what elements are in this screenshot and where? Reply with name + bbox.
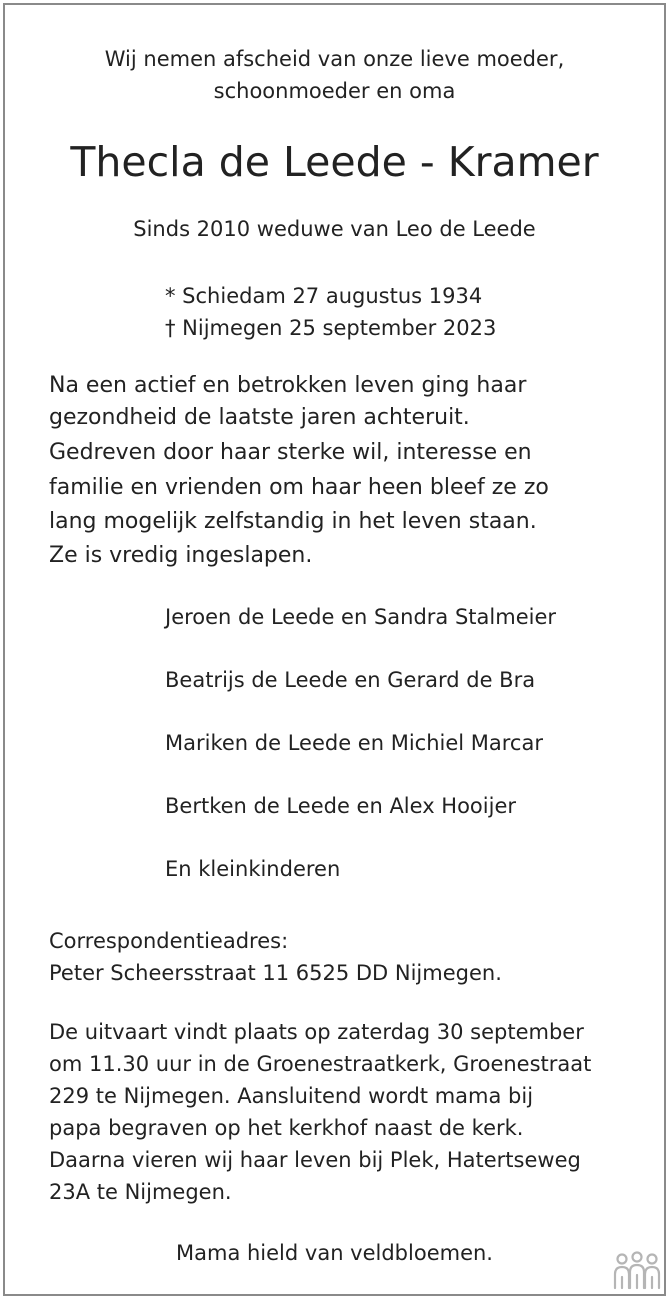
funeral-line: 23A te Nijmegen. xyxy=(49,1180,232,1204)
paragraph-line: Na een actief en betrokken leven ging haar xyxy=(49,373,527,398)
intro-line-2: schoonmoeder en oma xyxy=(213,79,456,103)
paragraph-line: lang mogelijk zelfstandig in het leven staan. xyxy=(49,509,537,534)
funeral-line: papa begraven op het kerkhof naast de kerk. xyxy=(49,1116,524,1140)
funeral-line: De uitvaart vindt plaats op zaterdag 30 september xyxy=(49,1020,584,1044)
paragraph-line: Gedreven door haar sterke wil, interesse en xyxy=(49,440,532,465)
family-member: Mariken de Leede en Michiel Marcar xyxy=(165,731,543,755)
paragraph-line: gezondheid de laatste jaren achteruit. xyxy=(49,405,470,430)
funeral-line: Daarna vieren wij haar leven bij Plek, Hatertseweg xyxy=(49,1148,581,1172)
family-people-icon xyxy=(612,1250,662,1292)
birth-line: * Schiedam 27 augustus 1934 xyxy=(165,284,483,308)
family-member: Beatrijs de Leede en Gerard de Bra xyxy=(165,668,536,692)
family-member: Bertken de Leede en Alex Hooijer xyxy=(165,794,517,818)
intro-line-1: Wij nemen afscheid van onze lieve moeder, xyxy=(104,47,565,71)
death-line: † Nijmegen 25 september 2023 xyxy=(165,316,497,340)
closing-line: Mama hield van veldbloemen. xyxy=(176,1241,493,1265)
funeral-line: 229 te Nijmegen. Aansluitend wordt mama bij xyxy=(49,1084,534,1108)
correspondence-address: Peter Scheersstraat 11 6525 DD Nijmegen. xyxy=(49,961,502,985)
paragraph-line: familie en vrienden om haar heen bleef ze zo xyxy=(49,475,549,500)
family-member: Jeroen de Leede en Sandra Stalmeier xyxy=(165,605,557,629)
deceased-name: Thecla de Leede - Kramer xyxy=(70,138,599,186)
obituary-card xyxy=(3,3,666,1296)
family-member: En kleinkinderen xyxy=(165,857,341,881)
correspondence-label: Correspondentieadres: xyxy=(49,929,289,953)
funeral-line: om 11.30 uur in de Groenestraatkerk, Groenestraat xyxy=(49,1052,592,1076)
paragraph-line: Ze is vredig ingeslapen. xyxy=(49,543,313,568)
widow-line: Sinds 2010 weduwe van Leo de Leede xyxy=(133,217,536,241)
